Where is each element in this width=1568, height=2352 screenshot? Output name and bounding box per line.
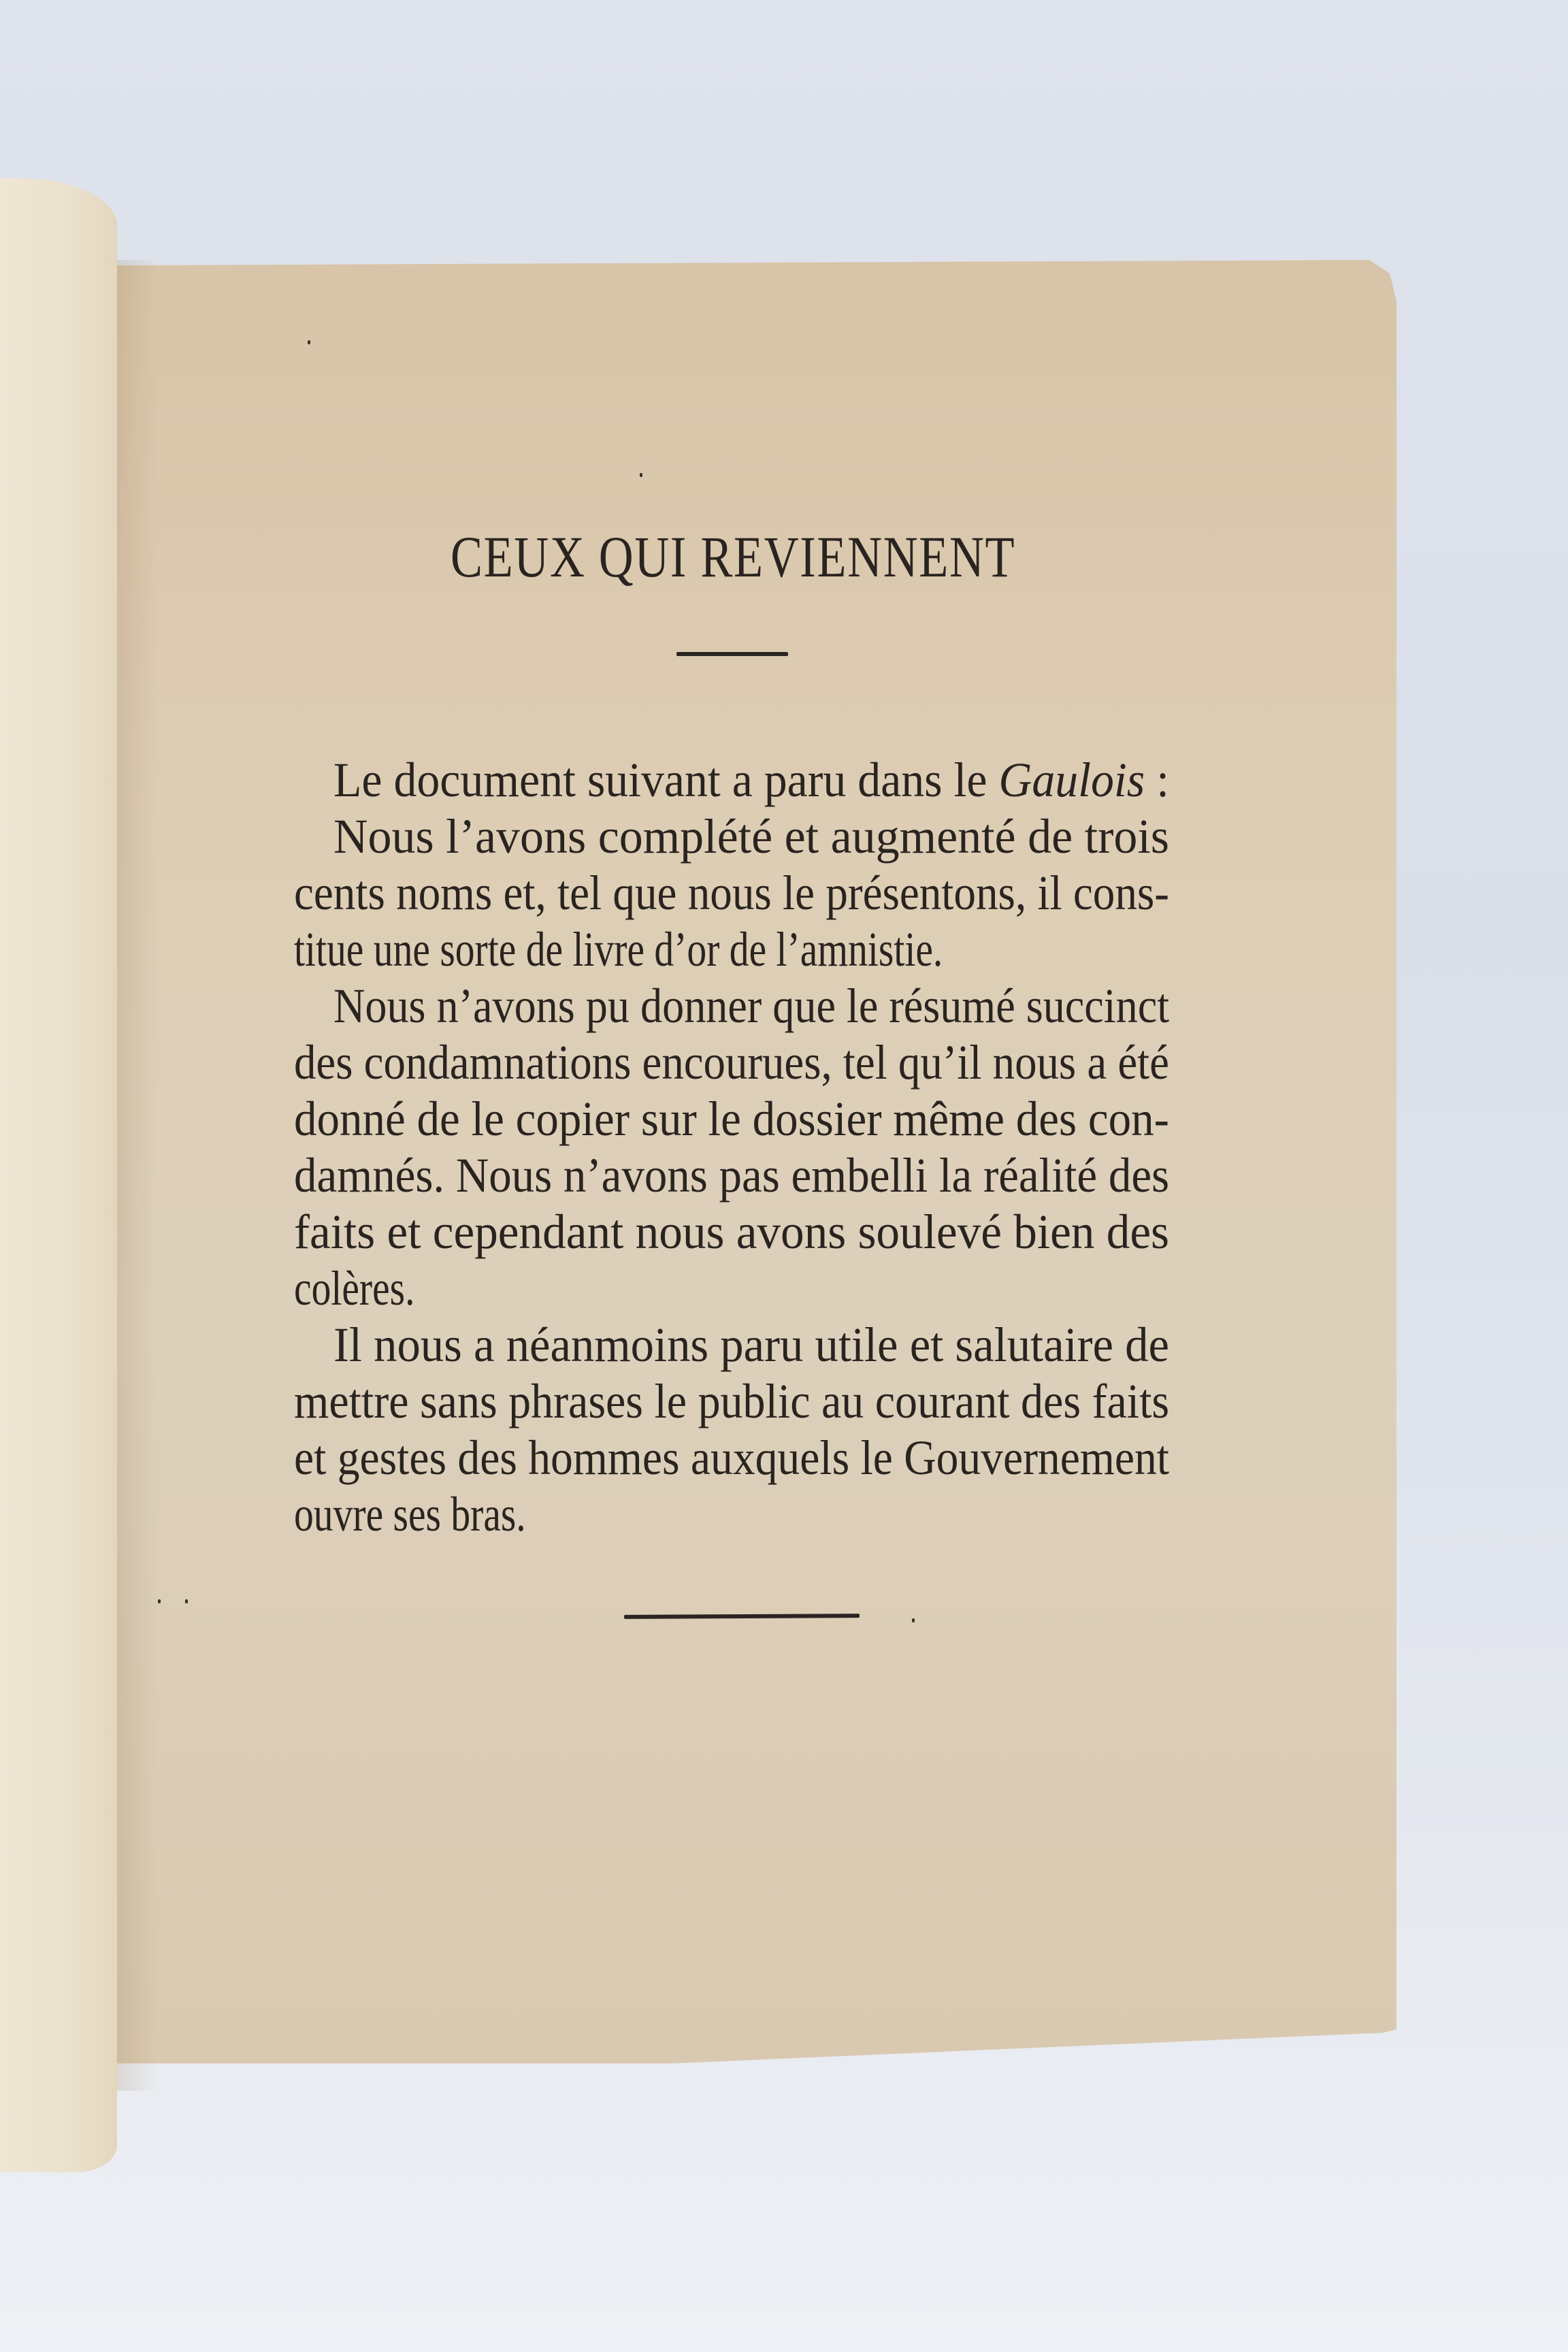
text-line: colères.: [294, 1261, 415, 1316]
body-text: [294, 752, 1169, 1543]
ink-speck: [912, 1618, 915, 1622]
title-divider: [676, 652, 788, 656]
ink-speck: [640, 473, 642, 477]
page-gutter-shadow: [117, 260, 158, 2091]
paragraph: [294, 752, 1169, 978]
newspaper-name: Gaulois: [998, 753, 1145, 807]
text-line: ouvre ses bras.: [294, 1487, 526, 1541]
line-text: Le document suivant a paru dans le Gaulois :: [333, 753, 1169, 807]
text-line: Nous n’avons pu donner que le résumé succinct: [333, 979, 1170, 1033]
text-line: titue une sorte de livre d’or de l’amnistie.: [294, 922, 943, 977]
paragraph: [294, 1317, 1169, 1543]
ink-speck: [185, 1599, 188, 1603]
paragraph: [294, 978, 1169, 1317]
text-line: damnés. Nous n’avons pas embelli la réalité des: [294, 1148, 1170, 1203]
ink-speck: [308, 340, 310, 344]
text-line: mettre sans phrases le public au courant des faits: [294, 1374, 1170, 1428]
text-line: cents noms et, tel que nous le présentons, il cons-: [294, 866, 1169, 920]
text-line: faits et cependant nous avons soulevé bien des: [294, 1205, 1169, 1259]
text-line: Nous l’avons complété et augmenté de trois: [333, 809, 1170, 864]
text-line: donné de le copier sur le dossier même des con-: [294, 1092, 1169, 1146]
ink-speck: [158, 1599, 161, 1603]
text-line: des condamnations encourues, tel qu’il nous a été: [294, 1035, 1169, 1090]
facing-page: [0, 178, 117, 2172]
text-line: et gestes des hommes auxquels le Gouvernement: [294, 1431, 1170, 1485]
text-line: Il nous a néanmoins paru utile et salutaire de: [333, 1318, 1169, 1372]
text-line: [294, 752, 1169, 808]
page-title: CEUX QUI REVIENNENT: [451, 524, 1016, 589]
